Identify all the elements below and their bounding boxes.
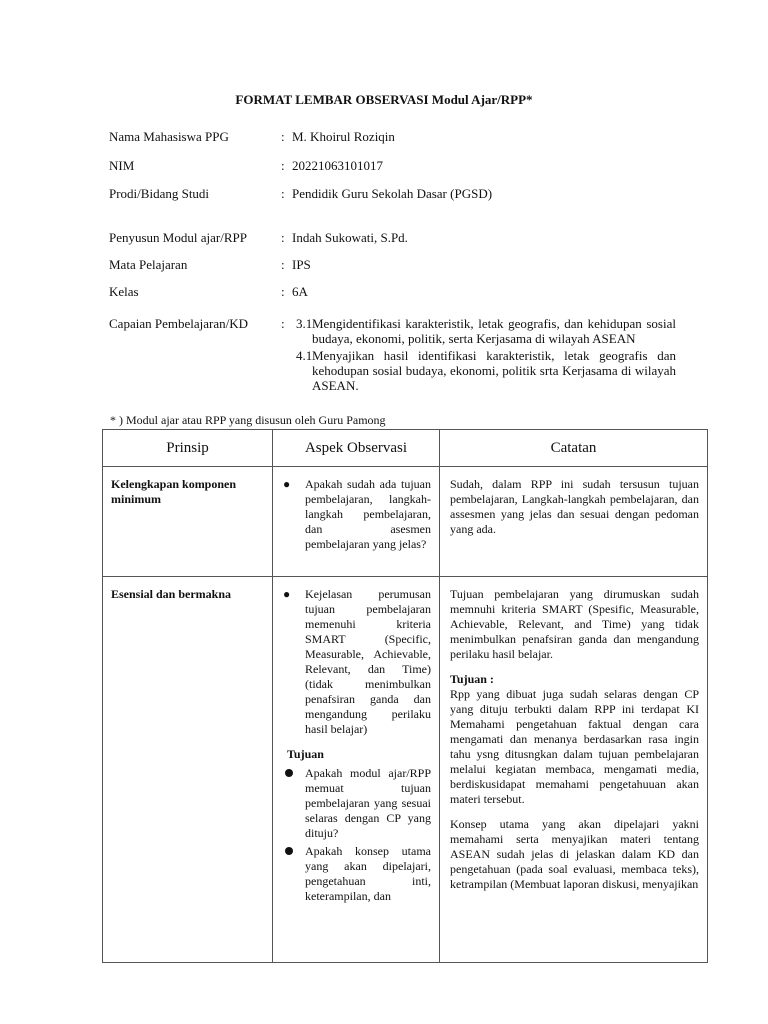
kd-number: 3.1: [296, 316, 313, 331]
aspek-text: Kejelasan perumusan tujuan pembelajaran memenuhi kriteria SMART (Specific, Measurable, Achievable, Relevant, dan Time) (tidak menimbulkan penafsiran ganda dan mengandung perilaku hasil belajar): [305, 587, 431, 736]
aspek-text: Apakah konsep utama yang akan dipelajari, pengetahuan inti, keterampilan, dan: [305, 844, 431, 903]
aspek-item: [281, 844, 431, 904]
header-aspek: Aspek Observasi: [273, 430, 440, 467]
kd-text: Mengidentifikasi karakteristik, letak geografis, dan kehidupan sosial budaya, ekonomi, politik, serta Kerjasama di wilayah ASEAN: [312, 316, 676, 346]
info-value: IPS: [292, 257, 311, 272]
observation-table: [102, 429, 708, 963]
info-label: Mata Pelajaran: [109, 257, 188, 272]
info-colon: :: [281, 316, 285, 331]
cell-prinsip: Kelengkapan komponen minimum: [103, 467, 273, 577]
kd-item: [296, 316, 676, 346]
info-value: 6A: [292, 284, 308, 299]
info-label: Penyusun Modul ajar/RPP: [109, 230, 247, 245]
kd-item: [296, 348, 676, 393]
info-label: Prodi/Bidang Studi: [109, 186, 210, 201]
info-colon: :: [281, 186, 285, 201]
info-colon: :: [281, 230, 285, 245]
cell-aspek: [273, 577, 440, 963]
info-value: M. Khoirul Roziqin: [292, 129, 395, 144]
info-label: Capaian Pembelajaran/KD: [109, 316, 248, 331]
kd-text: Menyajikan hasil identifikasi karakteristik, letak geografis dan kehodupan sosial budaya, ekonomi, politik srta Kerjasama di wilayah ASEAN.: [312, 348, 676, 393]
catatan-paragraph: Rpp yang dibuat juga sudah selaras dengan CP yang dituju terbukti dalam RPP ini terdapat KI Memahami pengetahuan faktual dengan cara mengamati dan menanya berdasarkan rasa ingin tahu ysng ditusngkan dalam tujuan pembelajaran melalui kegiatan membaca, mengamati media, berdiskusidapat memahami pengetahuuan akan materi tersebut.: [450, 687, 699, 806]
cell-aspek: [273, 467, 440, 577]
info-colon: :: [281, 284, 285, 299]
info-colon: :: [281, 129, 285, 144]
aspek-text: Apakah modul ajar/RPP memuat tujuan pembelajaran yang sesuai selaras dengan CP yang dituju?: [305, 766, 431, 840]
document-title: FORMAT LEMBAR OBSERVASI Modul Ajar/RPP*: [235, 92, 533, 107]
catatan-heading: Tujuan :: [450, 672, 494, 686]
cell-catatan: [440, 577, 708, 963]
cell-prinsip: Esensial dan bermakna: [103, 577, 273, 963]
bullet-icon: [285, 847, 293, 855]
catatan-paragraph: Konsep utama yang akan dipelajari yakni memahami serta menyajikan materi tentang ASEAN sudah jelas di jelaskan dalam KD dan pengetahuan (pada soal evaluasi, membaca teks), ketrampilan (Membuat laporan diskusi, menyajikan: [450, 817, 699, 891]
aspek-item: [281, 477, 431, 552]
info-value: Indah Sukowati, S.Pd.: [292, 230, 408, 245]
info-value: Pendidik Guru Sekolah Dasar (PGSD): [292, 186, 493, 201]
kd-list: [296, 316, 676, 393]
table-header-row: [103, 430, 708, 467]
catatan-paragraph: Tujuan pembelajaran yang dirumuskan sudah memnuhi kriteria SMART (Spesific, Measurable, Achievable, Relevant, and Time) yang tidak menimbulkan penafsiran ganda dan mengandung perilaku hasil belajar.: [450, 587, 699, 661]
info-colon: :: [281, 158, 285, 173]
aspek-item: [281, 587, 431, 737]
cell-catatan: Sudah, dalam RPP ini sudah tersusun tujuan pembelajaran, Langkah-langkah pembelajaran, dan assesmen yang jelas dan sesuai dengan pedoman yang ada.: [440, 467, 708, 577]
aspek-text: Apakah sudah ada tujuan pembelajaran, langkah-langkah pembelajaran, dan asesmen pembelajaran yang jelas?: [305, 477, 431, 551]
aspek-item: [281, 766, 431, 841]
header-catatan: Catatan: [440, 430, 708, 467]
aspek-subheading: Tujuan: [287, 747, 324, 761]
info-label: Nama Mahasiswa PPG: [109, 129, 229, 144]
info-colon: :: [281, 257, 285, 272]
info-label: Kelas: [109, 284, 139, 299]
bullet-icon: ●: [283, 477, 291, 491]
bullet-icon: [285, 769, 293, 777]
header-prinsip: Prinsip: [103, 430, 273, 467]
footnote: * ) Modul ajar atau RPP yang disusun oleh Guru Pamong: [110, 413, 386, 427]
table-row: [103, 577, 708, 963]
bullet-icon: ●: [283, 587, 291, 601]
info-label: NIM: [109, 158, 135, 173]
info-value: 20221063101017: [292, 158, 383, 173]
table-row: [103, 467, 708, 577]
kd-number: 4.1: [296, 348, 313, 363]
